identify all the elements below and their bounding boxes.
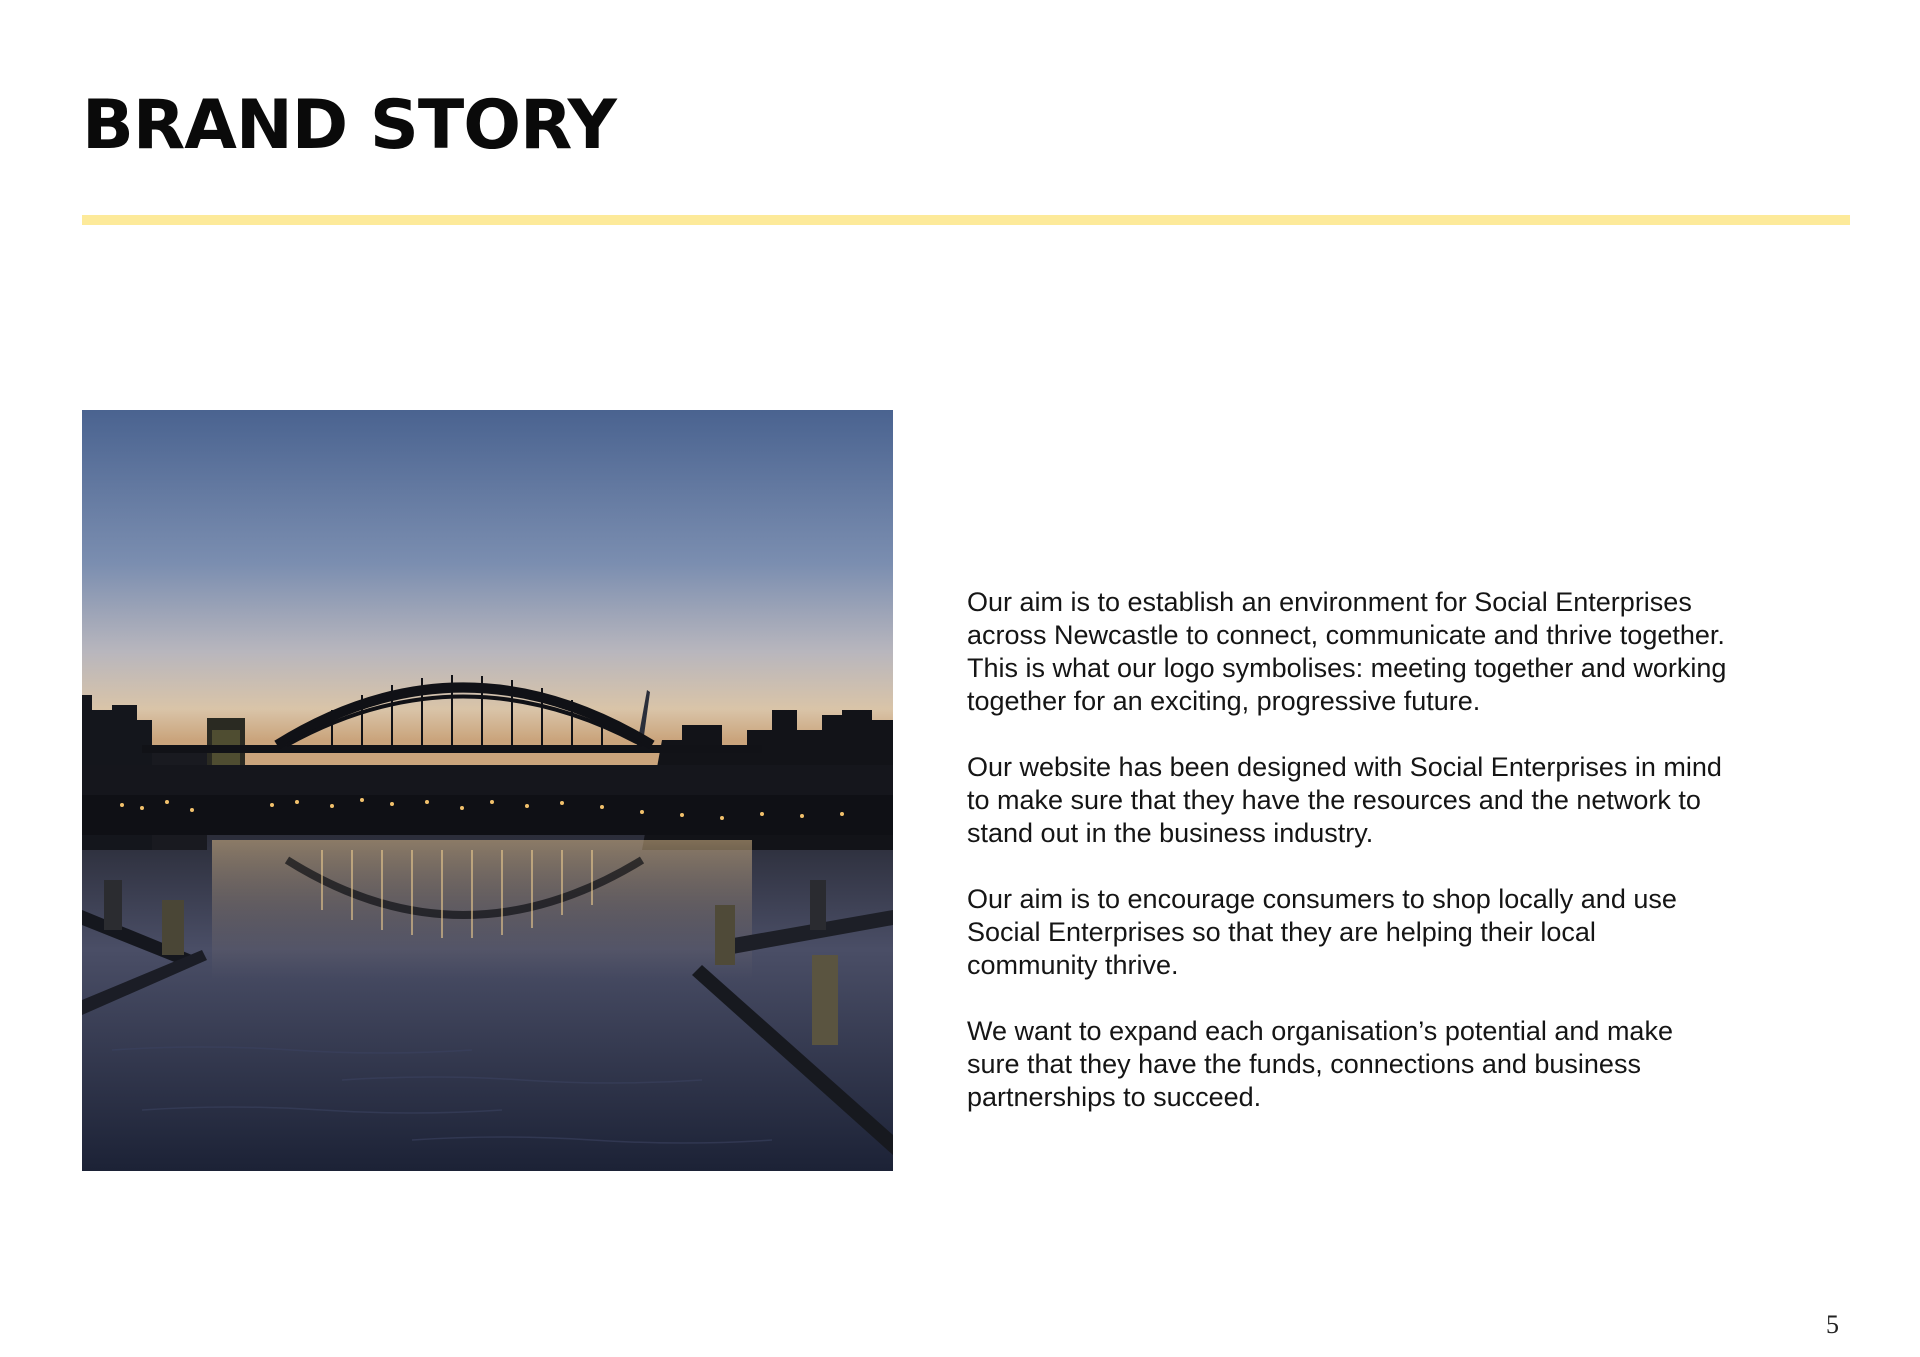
tyne-bridge-photo (82, 410, 893, 1171)
brand-story-text (967, 586, 1727, 1147)
paragraph-expand: We want to expand each organisation’s potential and make sure that they have the funds, connections and business partnerships to succeed. (967, 1016, 1673, 1112)
page-title: BRAND STORY (82, 86, 616, 165)
title-underline (82, 215, 1850, 225)
paragraph-website: Our website has been designed with Social Enterprises in mind to make sure that they have the resources and the network to stand out in the business industry. (967, 752, 1722, 848)
paragraph-aim: Our aim is to establish an environment for Social Enterprises across Newcastle to connect, communicate and thrive together. This is what our logo symbolises: meeting together and working together for an exciting, progressive future. (967, 587, 1727, 716)
tyne-bridge-illustration (82, 410, 893, 1171)
paragraph-consumers: Our aim is to encourage consumers to shop locally and use Social Enterprises so that they are helping their local community thrive. (967, 884, 1677, 980)
page-number: 5 (1826, 1310, 1839, 1339)
